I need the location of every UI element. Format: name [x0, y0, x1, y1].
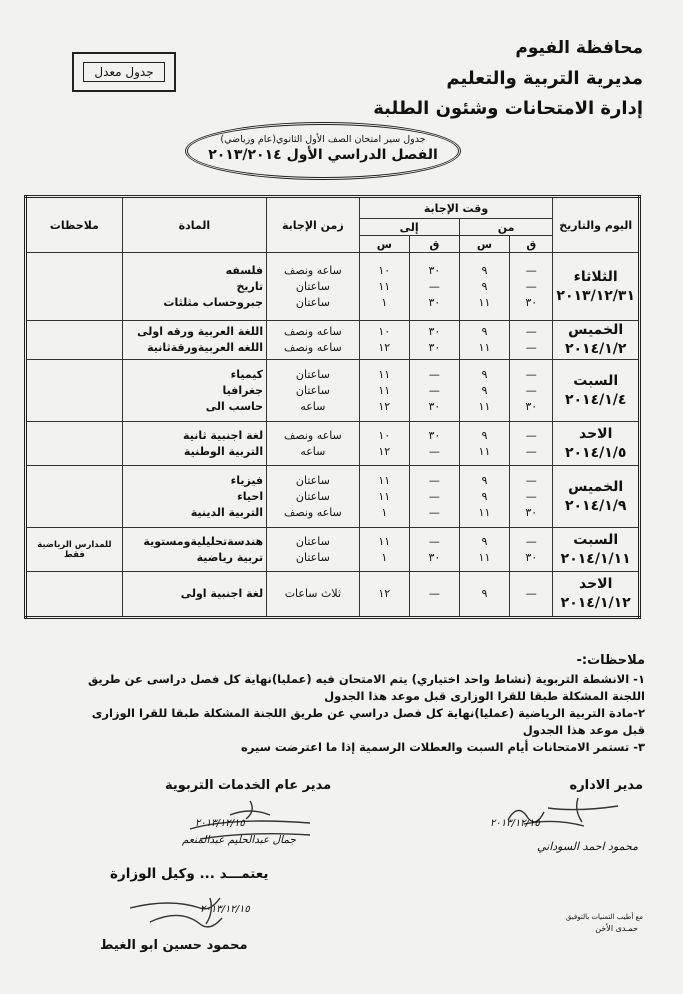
- admin-director-title: مدير الاداره: [569, 778, 643, 793]
- cell-value: ٩: [481, 428, 488, 442]
- cell-value: ٣٠: [428, 263, 441, 277]
- header-subject: المادة: [122, 197, 266, 253]
- from-minute-cell: [510, 253, 553, 321]
- cell-value: —: [428, 473, 440, 487]
- cell-value: —: [525, 367, 537, 381]
- schedule-row: [26, 253, 640, 321]
- subject-name: فيزياء: [230, 473, 264, 487]
- cell-value: —: [428, 587, 440, 600]
- to-hour-cell: [359, 321, 409, 360]
- governorate-heading: محافظة الفيوم: [515, 38, 643, 58]
- cell-value: ٩: [481, 489, 488, 503]
- administration-heading: إدارة الامتحانات وشئون الطلبة: [373, 98, 643, 119]
- services-signature-date: ٢٠١٣/١٢/١٥: [195, 818, 245, 829]
- badge-label: جدول معدل: [83, 62, 164, 82]
- subject-cell: [122, 253, 266, 321]
- subject-name: احياء: [237, 489, 264, 503]
- row-note: للمدارس الرياضية فقط: [37, 539, 112, 560]
- from-hour-cell: [459, 466, 509, 528]
- cell-value: ٩: [481, 325, 488, 338]
- subject-name: فلسفه: [225, 263, 264, 277]
- wishes-line: مع أطيب التمنيات بالتوفيق: [565, 913, 643, 921]
- cell-value: ١١: [378, 473, 391, 487]
- cell-value: ١٢: [378, 341, 391, 354]
- header-answer-time: وقت الإجابة: [359, 197, 553, 219]
- header-from-hour: س: [459, 236, 509, 253]
- cell-value: ١١: [378, 534, 391, 548]
- duration-cell: [267, 466, 360, 528]
- subject-name: التربية الوطنية: [183, 444, 264, 458]
- subject-name: تاريخ: [236, 279, 264, 293]
- subject-name: لغة اجنبية اولى: [180, 587, 264, 600]
- cell-value: ساعتان: [295, 534, 330, 548]
- subject-cell: [122, 572, 266, 618]
- cell-value: ١٢: [378, 399, 391, 413]
- cell-value: —: [525, 383, 537, 397]
- cell-value: ٣٠: [428, 341, 441, 354]
- cell-value: —: [525, 534, 537, 548]
- day-date-cell: [553, 253, 640, 321]
- cell-value: ١: [381, 295, 388, 309]
- cell-value: ٩: [481, 383, 488, 397]
- from-hour-cell: [459, 253, 509, 321]
- title-oval: [185, 122, 461, 180]
- cell-value: ساعتان: [295, 550, 330, 564]
- cell-value: ١: [381, 550, 388, 564]
- cell-value: ٩: [481, 534, 488, 548]
- cell-value: —: [428, 489, 440, 503]
- from-hour-cell: [459, 422, 509, 466]
- cell-value: ٩: [481, 473, 488, 487]
- to-hour-cell: [359, 466, 409, 528]
- cell-value: ساعه ونصف: [283, 505, 342, 519]
- cell-value: ٣٠: [428, 399, 441, 413]
- cell-value: ٣٠: [525, 295, 538, 309]
- subject-name: جغرافيا: [222, 383, 264, 397]
- to-hour-cell: [359, 253, 409, 321]
- cell-value: ١١: [378, 367, 391, 381]
- to-minute-cell: [410, 360, 460, 422]
- subject-name: التربية الدينية: [190, 505, 264, 519]
- cell-value: ١١: [478, 341, 491, 354]
- header-to: إلى: [359, 219, 459, 236]
- cell-value: ٩: [481, 279, 488, 293]
- cell-value: —: [428, 367, 440, 381]
- cell-value: ساعه ونصف: [283, 325, 342, 338]
- header-notes: ملاحظات: [26, 197, 123, 253]
- from-hour-cell: [459, 528, 509, 572]
- cell-value: —: [525, 489, 537, 503]
- duration-cell: [267, 572, 360, 618]
- cell-value: —: [428, 505, 440, 519]
- from-hour-cell: [459, 321, 509, 360]
- deputy-minister-name: محمود حسين ابو الغيط: [100, 938, 248, 953]
- cell-value: —: [525, 587, 537, 600]
- cell-value: —: [525, 279, 537, 293]
- exam-date: ٢٠١٤/١/١٢: [560, 595, 631, 611]
- day-date-cell: [553, 321, 640, 360]
- to-hour-cell: [359, 572, 409, 618]
- cell-value: ٣٠: [428, 325, 441, 338]
- header-day-date: اليوم والتاريخ: [553, 197, 640, 253]
- schedule-row: [26, 321, 640, 360]
- notes-cell: [26, 572, 123, 618]
- day-date-cell: [553, 466, 640, 528]
- cell-value: —: [525, 473, 537, 487]
- notes-cell: [26, 422, 123, 466]
- cell-value: —: [525, 428, 537, 442]
- duration-cell: [267, 253, 360, 321]
- subject-cell: [122, 528, 266, 572]
- notes-cell: [26, 528, 123, 572]
- cell-value: ٩: [481, 587, 488, 600]
- cell-value: ١: [381, 505, 388, 519]
- cell-value: ساعتان: [295, 473, 330, 487]
- subject-name: اللغة العربية ورقه اولى: [137, 325, 264, 338]
- cell-value: ساعه ونصف: [283, 428, 342, 442]
- header-duration: زمن الإجابة: [267, 197, 360, 253]
- cell-value: ١٠: [378, 263, 391, 277]
- cell-value: ٣٠: [525, 505, 538, 519]
- to-minute-cell: [410, 528, 460, 572]
- cell-value: ٩: [481, 263, 488, 277]
- cell-value: ١١: [478, 550, 491, 564]
- exam-date: ٢٠١٤/١/٩: [564, 497, 627, 514]
- cell-value: ساعتان: [295, 383, 330, 397]
- duration-cell: [267, 321, 360, 360]
- schedule-row: [26, 528, 640, 572]
- from-hour-cell: [459, 360, 509, 422]
- cell-value: ١١: [478, 295, 491, 309]
- cell-value: —: [428, 534, 440, 548]
- day-name: السبت: [573, 531, 619, 548]
- exam-date: ٢٠١٤/١/١١: [560, 550, 631, 567]
- cell-value: ساعتان: [295, 295, 330, 309]
- exam-date: ٢٠١٣/١٢/٣١: [556, 287, 635, 304]
- exam-date: ٢٠١٤/١/٥: [564, 444, 627, 461]
- cell-value: ١١: [378, 279, 391, 293]
- duration-cell: [267, 528, 360, 572]
- cell-value: ٣٠: [428, 428, 441, 442]
- from-hour-cell: [459, 572, 509, 618]
- to-minute-cell: [410, 253, 460, 321]
- from-minute-cell: [510, 466, 553, 528]
- subject-name: حاسب الى: [205, 399, 264, 413]
- notes-cell: [26, 253, 123, 321]
- cell-value: ساعه: [300, 399, 326, 413]
- cell-value: —: [525, 341, 537, 354]
- to-minute-cell: [410, 321, 460, 360]
- day-name: الخميس: [568, 322, 624, 338]
- day-date-cell: [553, 572, 640, 618]
- day-name: الاحد: [579, 425, 613, 442]
- cell-value: ساعتان: [295, 367, 330, 381]
- exam-date: ٢٠١٤/١/٢: [564, 341, 627, 357]
- cell-value: ١١: [478, 399, 491, 413]
- cell-value: ساعتان: [295, 279, 330, 293]
- cell-value: ١١: [478, 505, 491, 519]
- cell-value: ١٠: [378, 325, 391, 338]
- note-1-cont: اللجنة المشكلة طبقا للقرا الوزارى قبل موعد هذا الجدول: [324, 689, 645, 703]
- cell-value: ثلاث ساعات: [284, 587, 342, 600]
- subject-name: اللغه العربيةورقةثانية: [147, 341, 264, 354]
- notes-title: ملاحظات:-: [576, 653, 645, 668]
- cell-value: ٣٠: [525, 550, 538, 564]
- subject-name: هندسةتحليليةومستوية: [143, 534, 264, 548]
- admin-signature-date: ٢٠١٣/١٢/١٥: [490, 818, 540, 829]
- subject-name: تربية رياضية: [196, 550, 264, 564]
- to-hour-cell: [359, 360, 409, 422]
- cell-value: ساعه ونصف: [283, 263, 342, 277]
- cell-value: —: [525, 263, 537, 277]
- exam-schedule-table: [24, 195, 641, 619]
- services-director-name: جمال عبدالحليم عبدالمنعم: [182, 834, 296, 846]
- services-director-title: مدير عام الخدمات التربوية: [165, 778, 332, 793]
- cell-value: ١١: [478, 444, 491, 458]
- exam-date: ٢٠١٤/١/٤: [564, 391, 627, 408]
- schedule-body: [26, 253, 640, 618]
- cell-value: ١٠: [378, 428, 391, 442]
- notes-cell: [26, 360, 123, 422]
- cell-value: ٣٠: [428, 550, 441, 564]
- cell-value: ٣٠: [428, 295, 441, 309]
- from-minute-cell: [510, 528, 553, 572]
- schedule-row: [26, 360, 640, 422]
- notes-block: [33, 652, 645, 756]
- wishes-signer: حمـدى الأخن: [595, 924, 638, 933]
- cell-value: ١١: [378, 489, 391, 503]
- subject-name: كيمياء: [230, 367, 264, 381]
- to-minute-cell: [410, 466, 460, 528]
- header-to-min: ق: [410, 236, 460, 253]
- day-date-cell: [553, 422, 640, 466]
- to-hour-cell: [359, 528, 409, 572]
- note-2-cont: قبل موعد هذا الجدول: [522, 723, 645, 737]
- to-hour-cell: [359, 422, 409, 466]
- cell-value: ١١: [378, 383, 391, 397]
- notes-cell: [26, 321, 123, 360]
- cell-value: —: [428, 444, 440, 458]
- subject-name: لغة اجنبية ثانية: [183, 428, 264, 442]
- to-minute-cell: [410, 572, 460, 618]
- note-3: ٣- تستمر الامتحانات أيام السبت والعطلات الرسمية إذا ما اعترضت سيره: [241, 740, 645, 754]
- day-name: السبت: [573, 372, 619, 389]
- cell-value: ٩: [481, 367, 488, 381]
- cell-value: ٣٠: [525, 399, 538, 413]
- subject-cell: [122, 466, 266, 528]
- duration-cell: [267, 360, 360, 422]
- subject-cell: [122, 422, 266, 466]
- directorate-heading: مديرية التربية والتعليم: [446, 68, 643, 89]
- from-minute-cell: [510, 572, 553, 618]
- header-from-min: ق: [510, 236, 553, 253]
- from-minute-cell: [510, 360, 553, 422]
- header-to-hour: س: [359, 236, 409, 253]
- day-date-cell: [553, 360, 640, 422]
- day-name: الثلاثاء: [573, 268, 618, 285]
- note-1: ١- الانشطة التربوية (نشاط واحد اختياري) يتم الامتحان فيه (عمليا)نهاية كل فصل دراسى عن طريق: [87, 672, 645, 686]
- cell-value: ساعه: [300, 444, 326, 458]
- from-minute-cell: [510, 321, 553, 360]
- schedule-row: [26, 572, 640, 618]
- subject-cell: [122, 321, 266, 360]
- day-name: الخميس: [568, 478, 624, 495]
- cell-value: ساعتان: [295, 489, 330, 503]
- deputy-signature-date: ٢٠١٣/١٢/١٥: [200, 904, 250, 915]
- subject-name: جبروحساب مثلثات: [163, 295, 264, 309]
- cell-value: —: [428, 383, 440, 397]
- day-date-cell: [553, 528, 640, 572]
- notes-cell: [26, 466, 123, 528]
- cell-value: —: [525, 444, 537, 458]
- schedule-row: [26, 422, 640, 466]
- approval-line: يعتمـــد ... وكيل الوزارة: [110, 866, 269, 882]
- cell-value: ساعه ونصف: [283, 341, 342, 354]
- note-2: ٢-مادة التربية الرياضية (عمليا)نهاية كل فصل دراسي عن طريق اللجنة المشكلة طبقا للقرا الوزارى: [91, 706, 645, 720]
- to-minute-cell: [410, 422, 460, 466]
- from-minute-cell: [510, 422, 553, 466]
- title-line-2: الفصل الدراسي الأول ٢٠١٣/٢٠١٤: [208, 147, 438, 163]
- subject-cell: [122, 360, 266, 422]
- cell-value: ١٢: [378, 444, 391, 458]
- day-name: الاحد: [579, 576, 613, 592]
- title-line-1: جدول سير امتحان الصف الأول الثانوي(عام ورياضي): [220, 134, 426, 145]
- cell-value: —: [525, 325, 537, 338]
- cell-value: ١٢: [378, 587, 391, 600]
- header-from: من: [459, 219, 553, 236]
- schedule-row: [26, 466, 640, 528]
- admin-director-name: محمود احمد السوداني: [536, 840, 638, 853]
- amended-schedule-badge: [72, 52, 176, 92]
- cell-value: —: [428, 279, 440, 293]
- duration-cell: [267, 422, 360, 466]
